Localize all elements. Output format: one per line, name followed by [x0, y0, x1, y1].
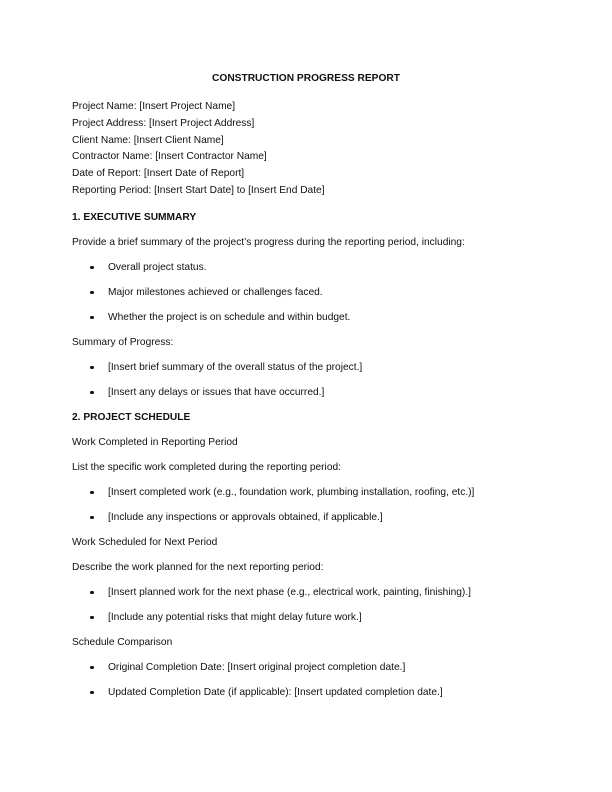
bullet-icon [90, 691, 94, 695]
list-item-text: Overall project status. [108, 261, 207, 273]
bullet-icon [90, 316, 94, 320]
work-completed-intro: List the specific work completed during the reporting period: [72, 461, 341, 473]
list-item [72, 311, 540, 324]
list-item [72, 286, 540, 299]
executive-summary-heading: 1. EXECUTIVE SUMMARY [72, 211, 197, 223]
summary-of-progress-list [72, 361, 540, 399]
list-item-text: [Insert planned work for the next phase (e.g., electrical work, painting, finishing).] [108, 586, 471, 598]
bullet-icon [90, 291, 94, 295]
project-meta [72, 99, 540, 200]
bullet-icon [90, 266, 94, 270]
project-address-line: Project Address: [Insert Project Address] [72, 117, 255, 129]
list-item-text: [Insert completed work (e.g., foundation work, plumbing installation, roofing, etc.)] [108, 486, 475, 498]
bullet-icon [90, 591, 94, 595]
project-name-line: Project Name: [Insert Project Name] [72, 101, 236, 112]
work-completed-label: Work Completed in Reporting Period [72, 436, 238, 448]
executive-summary-intro: Provide a brief summary of the project’s progress during the reporting period, including: [72, 236, 465, 248]
list-item [72, 511, 540, 524]
list-item [72, 361, 540, 374]
work-scheduled-intro: Describe the work planned for the next reporting period: [72, 561, 324, 573]
list-item [72, 686, 540, 699]
executive-summary-list [72, 261, 540, 324]
list-item-text: [Insert brief summary of the overall status of the project.] [108, 361, 363, 373]
work-scheduled-list [72, 586, 540, 624]
list-item-text: [Insert any delays or issues that have occurred.] [108, 386, 325, 398]
work-completed-list [72, 486, 540, 524]
bullet-icon [90, 491, 94, 495]
work-scheduled-label: Work Scheduled for Next Period [72, 536, 218, 548]
bullet-icon [90, 516, 94, 520]
reporting-period-line: Reporting Period: [Insert Start Date] to [Insert End Date] [72, 184, 325, 196]
document-title: CONSTRUCTION PROGRESS REPORT [212, 73, 400, 84]
list-item [72, 486, 540, 499]
bullet-icon [90, 391, 94, 395]
list-item-text: [Include any potential risks that might delay future work.] [108, 611, 362, 623]
list-item-text: Whether the project is on schedule and within budget. [108, 311, 351, 323]
schedule-comparison-list [72, 661, 540, 699]
contractor-name-line: Contractor Name: [Insert Contractor Name] [72, 151, 267, 163]
client-name-line: Client Name: [Insert Client Name] [72, 134, 224, 146]
list-item-text: Major milestones achieved or challenges faced. [108, 286, 323, 298]
schedule-comparison-label: Schedule Comparison [72, 636, 173, 648]
bullet-icon [90, 616, 94, 620]
list-item [72, 261, 540, 274]
summary-of-progress-label: Summary of Progress: [72, 336, 174, 348]
list-item [72, 611, 540, 624]
project-schedule-heading: 2. PROJECT SCHEDULE [72, 411, 191, 423]
bullet-icon [90, 666, 94, 670]
list-item-text: Original Completion Date: [Insert original project completion date.] [108, 661, 406, 673]
list-item [72, 586, 540, 599]
list-item-text: Updated Completion Date (if applicable): [Insert updated completion date.] [108, 686, 443, 698]
list-item-text: [Include any inspections or approvals obtained, if applicable.] [108, 511, 383, 523]
list-item [72, 661, 540, 674]
list-item [72, 386, 540, 399]
bullet-icon [90, 366, 94, 370]
report-date-line: Date of Report: [Insert Date of Report] [72, 168, 245, 180]
